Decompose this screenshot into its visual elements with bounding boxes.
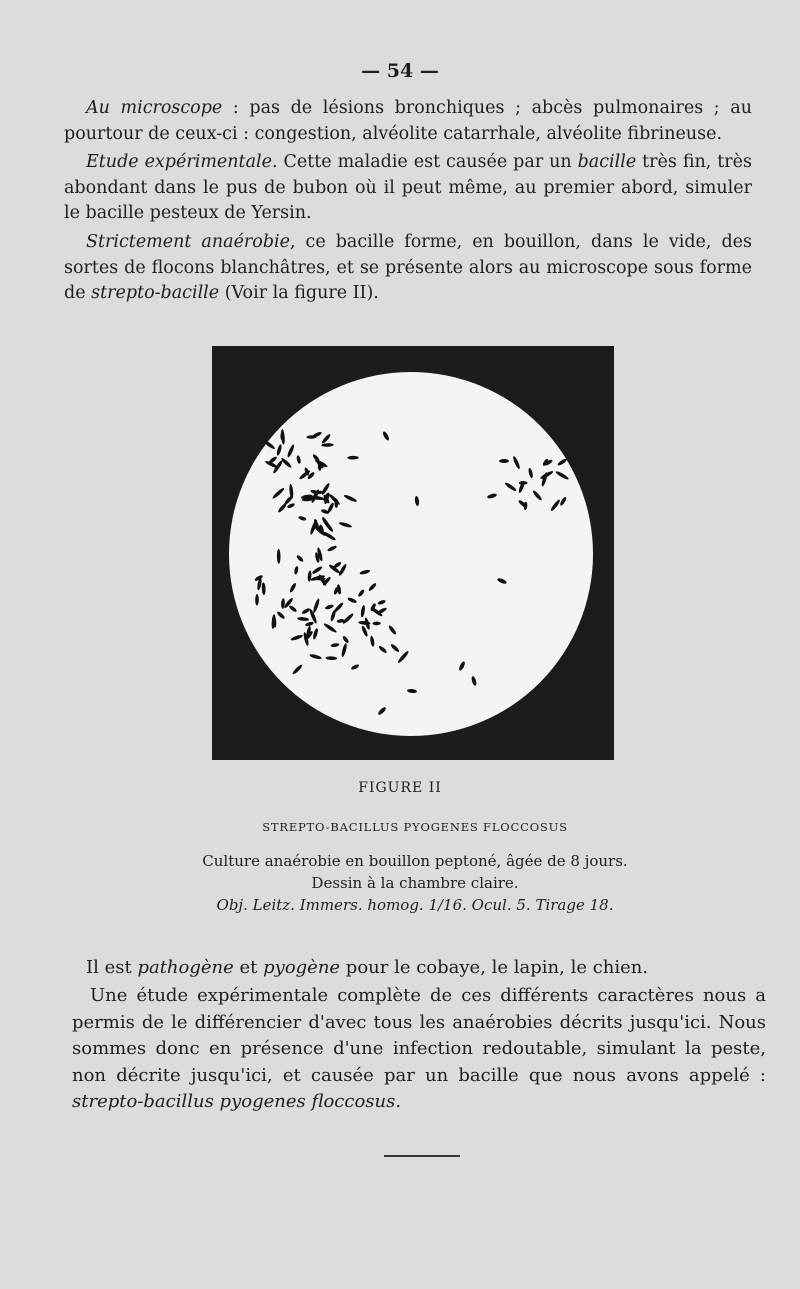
paragraph-lead: Strictement anaérobie	[86, 232, 290, 252]
paragraph-pathogene	[64, 955, 752, 981]
microscope-field	[229, 372, 593, 736]
paragraph-lead: Au microscope	[86, 98, 223, 118]
microscope-field-drawing	[212, 346, 614, 760]
paragraph-emphasis: strepto-bacillus pyogenes floccosus.	[72, 1091, 402, 1112]
paragraph-emphasis: strepto-bacille	[91, 283, 220, 303]
paragraph-microscope	[64, 96, 752, 147]
paragraph-conclusion	[72, 983, 766, 1116]
paragraph-emphasis: pathogène	[137, 957, 234, 978]
figure-subtitle: STREPTO-BACILLUS PYOGENES FLOCCOSUS	[262, 820, 568, 834]
microscope-figure	[212, 346, 614, 760]
paragraph-lead: Etude expérimentale	[86, 152, 272, 172]
paragraph-etude	[64, 150, 752, 227]
bacillus	[499, 459, 509, 463]
paragraph-text: pour le cobaye, le lapin, le chien.	[340, 957, 649, 978]
page-number: — 54 —	[361, 60, 439, 82]
paragraph-anaerobie	[64, 230, 752, 307]
figure-caption-line-2: Dessin à la chambre claire.	[311, 874, 519, 892]
paragraph-text: , ce bacille forme, en bouillon, dans le vide, des sortes de flocons blanchâtres, et se présente alors au microscope sous forme de	[64, 232, 752, 303]
paragraph-text: (Voir la figure II).	[219, 283, 379, 303]
closing-rule	[384, 1155, 460, 1157]
figure-caption-line-3: Obj. Leitz. Immers. homog. 1/16. Ocul. 5. Tirage 18.	[216, 896, 614, 914]
paragraph-text: Une étude expérimentale complète de ces différents caractères nous a permis de le différencier d'avec tous les anaérobies décrits jusqu'ici. Nous sommes donc en présence d'une infection redoutable, simulant la peste, non décrite jusqu'ici, et causée par un bacille que nous avons appelé :	[72, 985, 766, 1086]
paragraph-text: : pas de lésions bronchiques ; abcès pulmonaires ; au pourtour de ceux-ci : congestion, alvéolite catarrhale, alvéolite fibrineuse.	[64, 98, 752, 144]
paragraph-emphasis: pyogène	[263, 957, 341, 978]
paragraph-text: Il est	[86, 957, 138, 978]
figure-caption-line-1: Culture anaérobie en bouillon peptoné, âgée de 8 jours.	[202, 852, 628, 870]
figure-title: FIGURE II	[358, 780, 442, 796]
paragraph-text: et	[233, 957, 264, 978]
paragraph-emphasis: bacille	[577, 152, 637, 172]
paragraph-text: très fin, très abondant dans le pus de bubon où il peut même, au premier abord, simuler le bacille pesteux de Yersin.	[64, 152, 752, 223]
paragraph-text: . Cette maladie est causée par un	[271, 152, 578, 172]
